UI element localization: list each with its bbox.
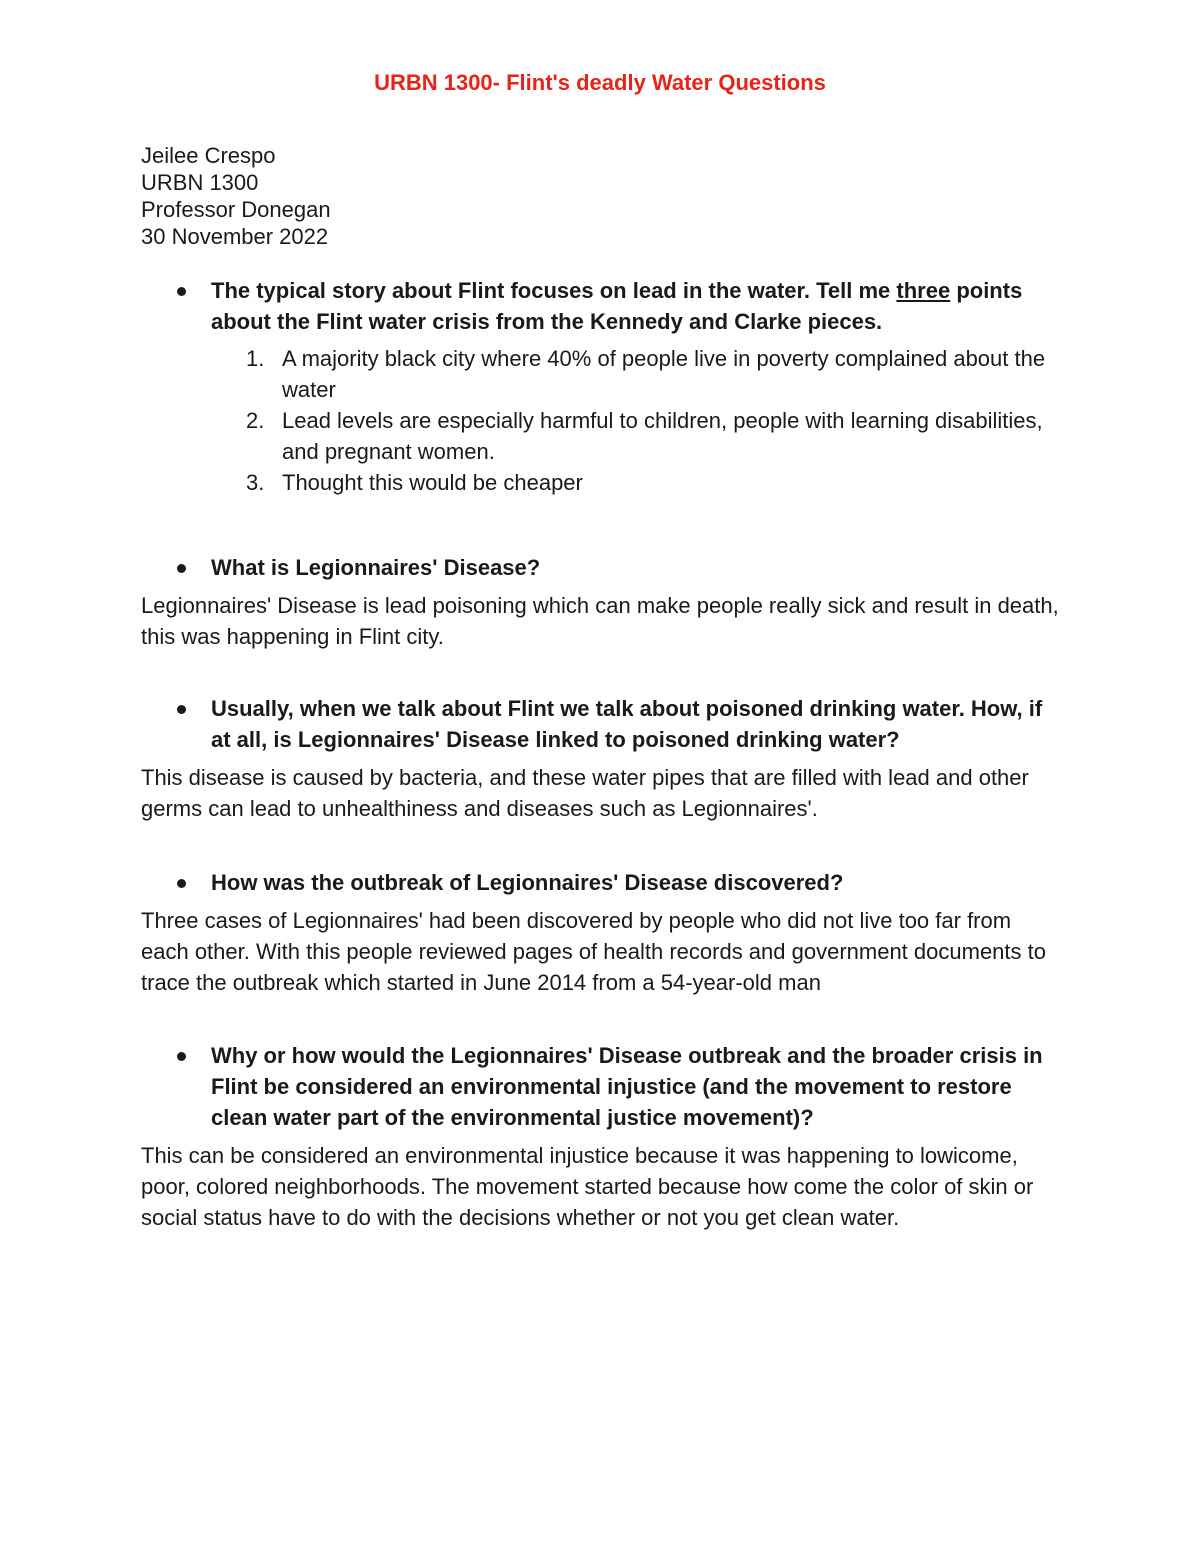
list-number: 3.: [246, 470, 265, 495]
submission-date: 30 November 2022: [141, 224, 329, 249]
course-code: URBN 1300: [141, 170, 259, 195]
bullet-icon: [177, 879, 186, 888]
professor-name: Professor Donegan: [141, 197, 331, 222]
list-item: [246, 467, 1061, 498]
list-item-text: A majority black city where 40% of people live in poverty complained about the water: [282, 346, 1046, 402]
list-item-text: Thought this would be cheaper: [282, 470, 583, 495]
student-name: Jeilee Crespo: [141, 143, 276, 168]
question-heading: What is Legionnaires' Disease?: [141, 552, 1061, 583]
answer-text: Three cases of Legionnaires' had been discovered by people who did not live too far from each other. With this people reviewed pages of health records and government documents to trace the outbreak which started in June 2014 from a 54-year-old man: [141, 908, 1046, 995]
document-title: URBN 1300- Flint's deadly Water Questions: [374, 70, 826, 95]
list-number: 2.: [246, 408, 265, 433]
bullet-icon: [177, 287, 186, 296]
answer-text: This disease is caused by bacteria, and these water pipes that are filled with lead and other germs can lead to unhealthiness and diseases such as Legionnaires'.: [141, 765, 1029, 821]
list-item: [246, 343, 1061, 405]
list-item: [246, 405, 1061, 467]
answer-text: Legionnaires' Disease is lead poisoning which can make people really sick and result in death, this was happening in Flint city.: [141, 593, 1059, 649]
list-number: 1.: [246, 346, 265, 371]
section-environmental-injustice: [141, 1040, 1061, 1233]
section-outbreak-discovery: [141, 867, 1061, 998]
section-legionnaires-definition: [141, 552, 1061, 652]
section-three-points: [141, 275, 1061, 498]
question-heading: Why or how would the Legionnaires' Disease outbreak and the broader crisis in Flint be considered an environmental injustice (and the movement to restore clean water part of the environmental justice movement)?: [141, 1040, 1061, 1133]
question-heading: How was the outbreak of Legionnaires' Disease discovered?: [141, 867, 1061, 898]
answer-text: This can be considered an environmental injustice because it was happening to lowicome, poor, colored neighborhoods. The movement started because how come the color of skin or social status have to do with the decisions whether or not you get clean water.: [141, 1143, 1034, 1230]
student-header: [141, 142, 331, 250]
section-link-to-water: [141, 693, 1061, 824]
points-list: [141, 343, 1061, 498]
question-heading: Usually, when we talk about Flint we talk about poisoned drinking water. How, if at all, is Legionnaires' Disease linked to poisoned drinking water?: [141, 693, 1061, 755]
bullet-icon: [177, 1052, 186, 1061]
bullet-icon: [177, 564, 186, 573]
question-heading: The typical story about Flint focuses on lead in the water. Tell me three points about the Flint water crisis from the Kennedy and Clarke pieces.: [141, 275, 1061, 337]
list-item-text: Lead levels are especially harmful to children, people with learning disabilities, and pregnant women.: [282, 408, 1043, 464]
bullet-icon: [177, 705, 186, 714]
underlined-word: three: [896, 278, 951, 303]
